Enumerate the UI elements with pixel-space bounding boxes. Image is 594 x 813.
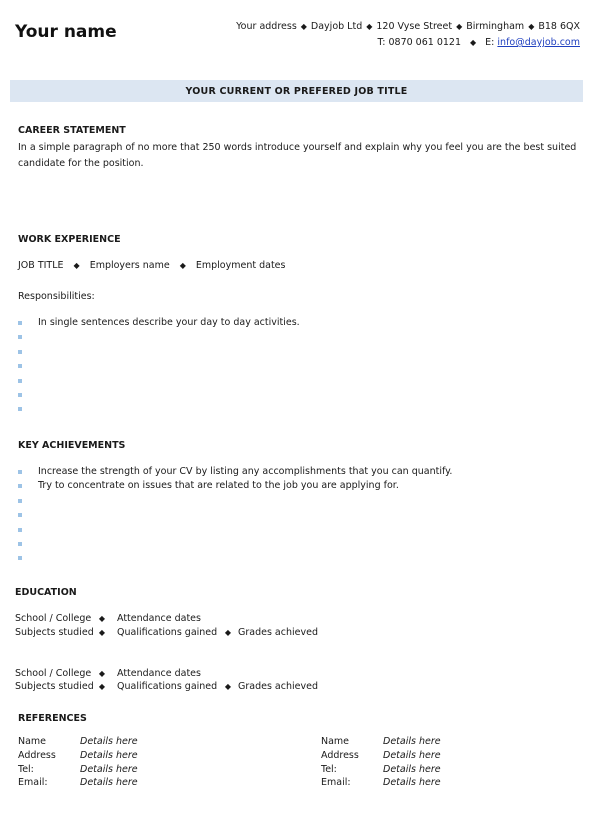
square-bullet-icon bbox=[18, 393, 22, 397]
table-row bbox=[321, 749, 441, 763]
job-title-field: JOB TITLE bbox=[18, 260, 64, 271]
diamond-bullet-icon: ◆ bbox=[528, 22, 535, 31]
diamond-bullet-icon: ◆ bbox=[224, 628, 232, 637]
achievements-list bbox=[18, 465, 452, 566]
list-item bbox=[18, 465, 452, 479]
diamond-bullet-icon: ◆ bbox=[98, 682, 106, 691]
qualifications-field: Qualifications gained bbox=[117, 627, 218, 638]
education-heading: EDUCATION bbox=[15, 587, 77, 598]
contact-line bbox=[378, 37, 581, 48]
ref-value: Details here bbox=[80, 763, 138, 775]
education-row bbox=[15, 627, 318, 638]
square-bullet-icon bbox=[18, 484, 22, 488]
email-link[interactable]: info@dayjob.com bbox=[497, 37, 580, 48]
table-row bbox=[321, 763, 441, 777]
subjects-field: Subjects studied bbox=[15, 627, 94, 638]
reference-table-right bbox=[321, 735, 441, 790]
list-item bbox=[18, 316, 300, 330]
ref-value: Details here bbox=[383, 736, 441, 747]
ref-value: Details here bbox=[80, 777, 138, 789]
list-item bbox=[18, 523, 452, 537]
square-bullet-icon bbox=[18, 407, 22, 411]
table-row bbox=[321, 735, 441, 749]
career-paragraph: In a simple paragraph of no more that 250 words introduce yourself and explain why you feel you are the best suited candidate for the position. bbox=[18, 142, 577, 169]
list-item bbox=[18, 494, 452, 508]
list-item bbox=[18, 508, 452, 522]
education-row bbox=[15, 681, 318, 692]
list-item-text: In single sentences describe your day to day activities. bbox=[38, 317, 300, 328]
attendance-field: Attendance dates bbox=[117, 668, 201, 679]
ref-label: Name bbox=[18, 736, 47, 747]
achievements-heading: KEY ACHIEVEMENTS bbox=[18, 440, 126, 451]
square-bullet-icon bbox=[18, 499, 22, 503]
address-part: B18 6QX bbox=[538, 21, 580, 32]
list-item bbox=[18, 330, 300, 344]
subjects-field: Subjects studied bbox=[15, 681, 94, 692]
list-item bbox=[18, 479, 452, 493]
list-item bbox=[18, 402, 300, 416]
education-row bbox=[15, 613, 201, 624]
resume-name: Your name bbox=[15, 22, 117, 42]
attendance-field: Attendance dates bbox=[117, 613, 201, 624]
email-label: E: bbox=[485, 37, 495, 48]
ref-label: Address bbox=[321, 749, 359, 761]
address-part: Birmingham bbox=[466, 21, 525, 32]
work-heading: WORK EXPERIENCE bbox=[18, 234, 121, 245]
diamond-bullet-icon: ◆ bbox=[470, 38, 477, 47]
grades-field: Grades achieved bbox=[238, 627, 318, 638]
phone-number: T: 0870 061 0121 bbox=[377, 37, 462, 48]
table-row bbox=[18, 749, 138, 763]
diamond-bullet-icon: ◆ bbox=[224, 682, 232, 691]
address-part: Your address bbox=[236, 21, 297, 32]
ref-label: Name bbox=[321, 736, 350, 747]
ref-value: Details here bbox=[383, 763, 441, 775]
employment-dates-field: Employment dates bbox=[195, 260, 286, 271]
list-item bbox=[18, 359, 300, 373]
education-row bbox=[15, 668, 201, 679]
ref-value: Details here bbox=[80, 736, 138, 747]
school-field: School / College bbox=[15, 613, 92, 624]
table-row bbox=[18, 735, 138, 749]
grades-field: Grades achieved bbox=[238, 681, 318, 692]
school-field: School / College bbox=[15, 668, 92, 679]
list-item-text: Increase the strength of your CV by listing any accomplishments that you can quantify. bbox=[38, 466, 453, 477]
table-row bbox=[18, 763, 138, 777]
job-title-bar bbox=[10, 80, 583, 102]
table-row bbox=[18, 776, 138, 790]
qualifications-field: Qualifications gained bbox=[117, 681, 218, 692]
square-bullet-icon bbox=[18, 321, 22, 325]
reference-table-left bbox=[18, 735, 138, 790]
responsibilities-list bbox=[18, 316, 300, 417]
list-item bbox=[18, 388, 300, 402]
square-bullet-icon bbox=[18, 528, 22, 532]
ref-value: Details here bbox=[383, 777, 441, 789]
job-title-text: YOUR CURRENT OR PREFERED JOB TITLE bbox=[185, 85, 408, 97]
square-bullet-icon bbox=[18, 542, 22, 546]
ref-label: Tel: bbox=[321, 763, 337, 775]
diamond-bullet-icon: ◆ bbox=[98, 669, 106, 678]
square-bullet-icon bbox=[18, 556, 22, 560]
diamond-bullet-icon: ◆ bbox=[366, 22, 373, 31]
table-row bbox=[321, 776, 441, 790]
career-heading: CAREER STATEMENT bbox=[18, 125, 126, 136]
diamond-bullet-icon: ◆ bbox=[98, 628, 106, 637]
list-item bbox=[18, 345, 300, 359]
ref-label: Address bbox=[18, 749, 56, 761]
address-line bbox=[236, 21, 580, 32]
diamond-bullet-icon: ◆ bbox=[300, 22, 307, 31]
diamond-bullet-icon: ◆ bbox=[73, 261, 80, 270]
work-summary-row bbox=[18, 260, 285, 271]
ref-label: Email: bbox=[18, 777, 48, 789]
square-bullet-icon bbox=[18, 379, 22, 383]
list-item bbox=[18, 551, 452, 565]
diamond-bullet-icon: ◆ bbox=[179, 261, 186, 270]
square-bullet-icon bbox=[18, 513, 22, 517]
list-item bbox=[18, 374, 300, 388]
list-item bbox=[18, 537, 452, 551]
square-bullet-icon bbox=[18, 470, 22, 474]
square-bullet-icon bbox=[18, 364, 22, 368]
address-part: 120 Vyse Street bbox=[376, 21, 453, 32]
list-item-text: Try to concentrate on issues that are related to the job you are applying for. bbox=[38, 480, 399, 492]
responsibilities-label: Responsibilities: bbox=[18, 291, 95, 302]
diamond-bullet-icon: ◆ bbox=[98, 614, 106, 623]
ref-label: Tel: bbox=[18, 763, 34, 775]
employer-field: Employers name bbox=[89, 260, 170, 271]
ref-value: Details here bbox=[80, 749, 138, 761]
references-heading: REFERENCES bbox=[18, 713, 87, 724]
square-bullet-icon bbox=[18, 350, 22, 354]
ref-label: Email: bbox=[321, 777, 351, 789]
square-bullet-icon bbox=[18, 335, 22, 339]
address-part: Dayjob Ltd bbox=[310, 21, 363, 32]
diamond-bullet-icon: ◆ bbox=[456, 22, 463, 31]
ref-value: Details here bbox=[383, 749, 441, 761]
